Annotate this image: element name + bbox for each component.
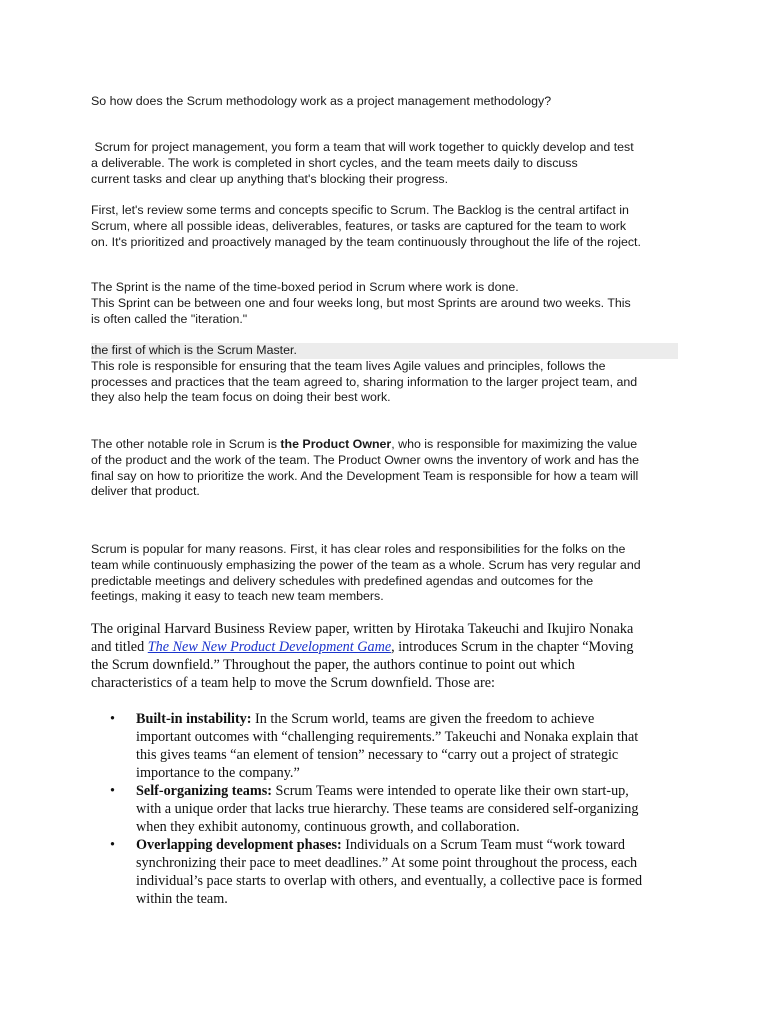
paragraph-hbr: The original Harvard Business Review paper, written by Hirotaka Takeuchi and Ikujiro Nonaka and titled The New New Product Development Game, introduces Scrum in the chapter “Moving the Scrum downfield.” Throughout the paper, the authors continue to point out which characteristics of a team help to move the Scrum downfield. Those are: [91, 621, 634, 691]
paragraph-product-owner: The other notable role in Scrum is the Product Owner, who is responsible for maximizing the value of the product and the work of the team. The Product Owner owns the inventory of work and has the final say on how to prioritize the work. And the Development Team is responsible for how a team will deliver that product. [91, 437, 640, 499]
bullet-icon: • [110, 711, 115, 727]
highlighted-line: the first of which is the Scrum Master. [91, 343, 678, 359]
paragraph-intro: Scrum for project management, you form a team that will work together to quickly develop and test a deliverable. The work is completed in short cycles, and the team meets daily to discuss current tasks and clear up anything that's blocking their progress. [91, 140, 634, 186]
list-item: • Built-in instability: In the Scrum world, teams are given the freedom to achieve important outcomes with “challenging requirements.” Takeuchi and Nonaka explain that this gives teams “an element of tension” necessary to “carry out a project of strategic importance to the company.” [110, 711, 639, 781]
list-item: • Self-organizing teams: Scrum Teams were intended to operate like their own start-up, with a unique order that lacks true hierarchy. These teams are considered self-organizing when they exhibit autonomy, continuous growth, and collaboration. [110, 783, 639, 835]
question-heading: So how does the Scrum methodology work as a project management methodology? [91, 94, 552, 108]
bullet-icon: • [110, 837, 115, 853]
paragraph-scrum-master: the first of which is the Scrum Master. This role is responsible for ensuring that the team lives Agile values and principles, follows the processes and practices that the team agreed to, sharing information to the larger project team, and they also help the team focus on doing their best work. [91, 343, 691, 406]
paragraph-sprint: The Sprint is the name of the time-boxed period in Scrum where work is done. This Sprint can be between one and four weeks long, but most Sprints are around two weeks. This is often called the "iteration." [91, 280, 631, 326]
bullet-icon: • [110, 783, 115, 799]
characteristics-list [110, 710, 690, 908]
list-item: • Overlapping development phases: Individuals on a Scrum Team must “work toward synchronizing their pace to meet deadlines.” At some point throughout the process, each individual’s pace starts to overlap with others, and eventually, a collective pace is formed within the team. [110, 837, 643, 907]
paper-title-link[interactable]: The New New Product Development Game [147, 639, 392, 655]
product-owner-term: the Product Owner [280, 437, 392, 451]
paragraph-backlog: First, let's review some terms and concepts specific to Scrum. The Backlog is the central artifact in Scrum, where all possible ideas, deliverables, features, or tasks are captured for the team to work on. It's prioritized and proactively managed by the team continuously throughout the life of the roject. [91, 203, 641, 249]
paragraph-popularity: Scrum is popular for many reasons. First, it has clear roles and responsibilities for the folks on the team while continuously emphasizing the power of the team as a whole. Scrum has very regular and predictable meetings and delivery schedules with predefined agendas and outcomes for the feetings, making it easy to teach new team members. [91, 542, 641, 604]
